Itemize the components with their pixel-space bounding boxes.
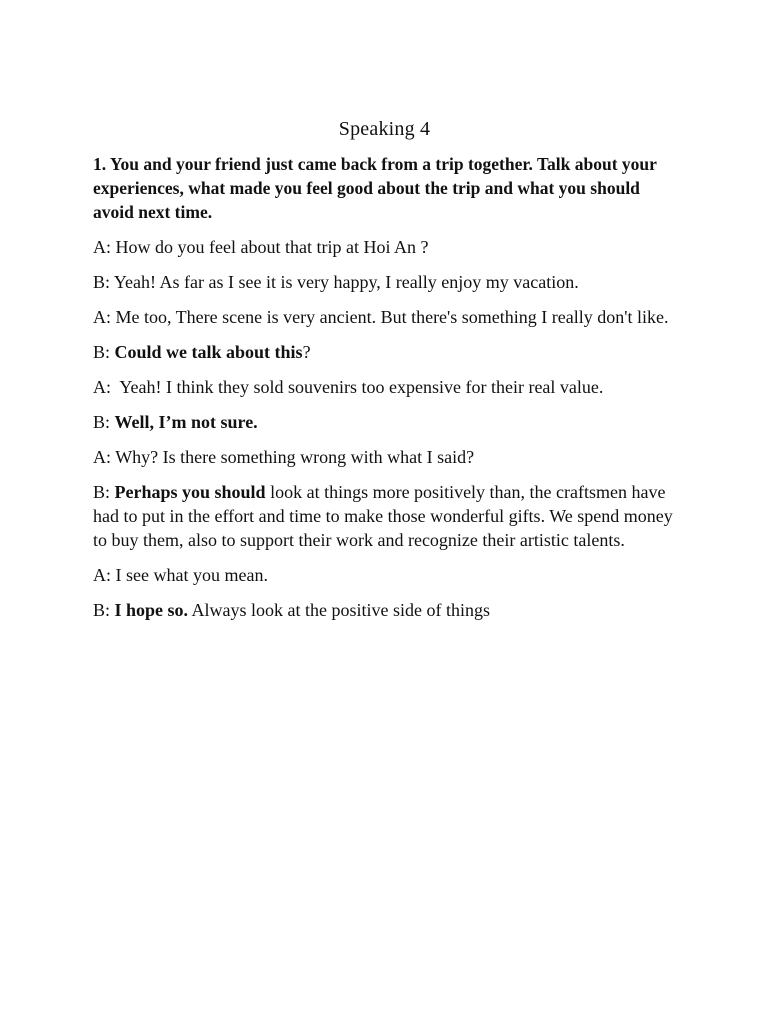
speaker-label: A: xyxy=(93,377,120,397)
dialogue-line xyxy=(93,445,676,469)
dialogue-text: Always look at the positive side of things xyxy=(188,600,491,620)
speaker-label: A: xyxy=(93,307,116,327)
dialogue-text: Yeah! As far as I see it is very happy, I really enjoy my vacation. xyxy=(113,272,579,292)
dialogue-text: How do you feel about that trip at Hoi An ? xyxy=(115,237,429,257)
speaker-label: B: xyxy=(93,600,115,620)
useful-phrase: Well, I’m not sure. xyxy=(114,412,258,432)
speaker-label: B: xyxy=(93,482,115,502)
dialogue-line xyxy=(93,375,676,399)
dialogue-text: I see what you mean. xyxy=(115,565,268,585)
dialogue-line xyxy=(93,340,676,364)
dialogue-line xyxy=(93,563,676,587)
dialogue-line xyxy=(93,598,676,622)
useful-phrase: Perhaps you should xyxy=(114,482,266,502)
dialogue-line xyxy=(93,305,676,329)
dialogue-line xyxy=(93,410,676,434)
speaker-label: B: xyxy=(93,412,115,432)
speaker-label: A: xyxy=(93,565,116,585)
dialogue-line xyxy=(93,270,676,294)
task-prompt: 1. You and your friend just came back from a trip together. Talk about your experiences, what made you feel good about the trip and what you should avoid next time. xyxy=(93,154,657,222)
document-title: Speaking 4 xyxy=(338,118,431,140)
dialogue-text: Me too, There scene is very ancient. But there's something I really don't like. xyxy=(115,307,669,327)
useful-phrase: Could we talk about this xyxy=(114,342,303,362)
dialogue-text: ? xyxy=(302,342,311,362)
speaker-label: B: xyxy=(93,272,114,292)
dialogue-line xyxy=(93,480,676,552)
speaker-label: A: xyxy=(93,237,116,257)
speaker-label: A: xyxy=(93,447,116,467)
speaker-label: B: xyxy=(93,342,115,362)
useful-phrase: I hope so. xyxy=(114,600,189,620)
dialogue-line xyxy=(93,235,676,259)
dialogue-text: Why? Is there something wrong with what I said? xyxy=(115,447,475,467)
dialogue-text: look at things more positively than, the craftsmen have had to put in the effort and time to make those wonderful gifts. We spend money to buy them, also to support their work and recognize their artistic talents. xyxy=(93,482,673,550)
dialogue-text: Yeah! I think they sold souvenirs too expensive for their real value. xyxy=(119,377,604,397)
